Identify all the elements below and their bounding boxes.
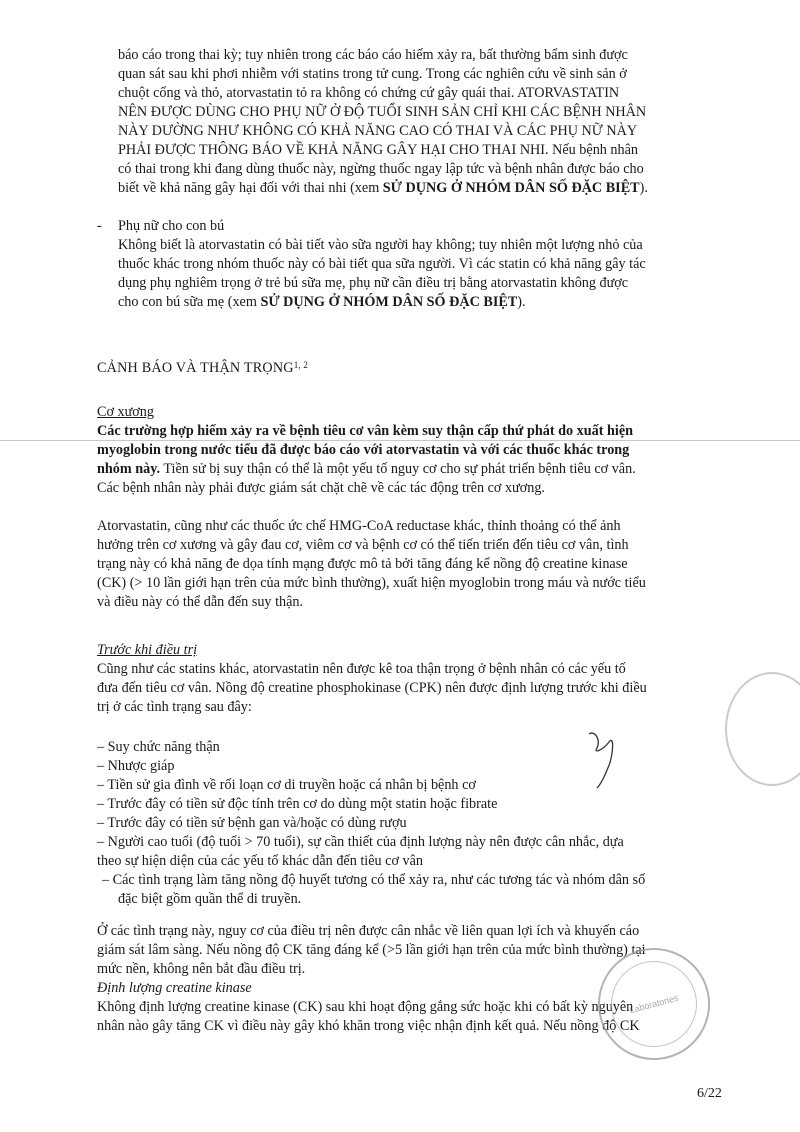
list-item: – Suy chức năng thận xyxy=(97,739,220,755)
before-treatment-section xyxy=(97,641,737,717)
list-item: – Trước đây có tiền sử bệnh gan và/hoặc có dùng rượu xyxy=(97,815,407,831)
section-title: Phụ nữ cho con bú xyxy=(118,218,225,234)
list-item-last xyxy=(102,871,742,909)
text-line: Các bệnh nhân này phải được giám sát chặt chẽ về các tác động trên cơ xương. xyxy=(97,480,545,496)
list-dash: - xyxy=(97,218,102,234)
text-span: cho con bú sữa mẹ (xem xyxy=(118,294,261,310)
breastfeeding-section xyxy=(118,217,730,312)
list-item: đặc biệt gồm quần thể di truyền. xyxy=(118,891,302,907)
list-item: – Trước đây có tiền sử độc tính trên cơ do dùng một statin hoặc fibrate xyxy=(97,796,498,812)
text-line: dụng phụ nghiêm trọng ở trẻ bú sữa mẹ, phụ nữ cần điều trị bằng atorvastatin không được xyxy=(118,275,629,291)
text-line xyxy=(97,422,737,441)
text-line: trị ở các tình trạng sau đây: xyxy=(97,699,252,715)
stamp-inner-ring xyxy=(601,951,706,1056)
text-span: ). xyxy=(517,294,526,310)
text-line: quan sát sau khi phơi nhiễm với statins trong tử cung. Trong các nghiên cứu về sinh sản ở xyxy=(118,66,627,82)
cross-reference: SỬ DỤNG Ở NHÓM DÂN SỐ ĐẶC BIỆT xyxy=(382,180,640,196)
page-number: 6/22 xyxy=(697,1086,722,1101)
heading-text: CẢNH BÁO VÀ THẬN TRỌNG xyxy=(97,360,294,376)
text-line: đưa đến tiêu cơ vân. Nồng độ creatine phosphokinase (CPK) nên được định lượng trước khi điều xyxy=(97,680,647,696)
handwritten-signature xyxy=(585,728,625,790)
warnings-heading xyxy=(97,359,308,378)
text-line xyxy=(97,460,737,479)
subheading-musculoskeletal: Cơ xương xyxy=(97,404,154,420)
section-title: Trước khi điều trị xyxy=(97,642,198,658)
reference-superscript: 1, 2 xyxy=(293,360,309,370)
text-line: Ở các tình trạng này, nguy cơ của điều trị nên được cân nhắc về liên quan lợi ích và khuyến cáo xyxy=(97,923,640,939)
text-line: (CK) (> 10 lần giới hạn trên của mức bình thường), xuất hiện myoglobin trong máu và nước tiểu xyxy=(97,575,646,591)
list-item: theo sự hiện diện của các yếu tố khác dẫn đến tiêu cơ vân xyxy=(97,853,424,869)
stamp-text: Laboratories xyxy=(628,992,680,1015)
list-item: – Tiền sử gia đình về rối loạn cơ di truyền hoặc cá nhân bị bệnh cơ xyxy=(97,777,476,793)
text-line: Cũng như các statins khác, atorvastatin nên được kê toa thận trọng ở bệnh nhân có các yếu tố xyxy=(97,661,626,677)
text-line: Không định lượng creatine kinase (CK) sau khi hoạt động gắng sức hoặc khi có bất kỳ nguyên xyxy=(97,999,634,1015)
risk-factor-list xyxy=(97,738,737,871)
pregnancy-paragraph xyxy=(118,46,730,198)
text-line: nhân nào gây tăng CK vì điều này gây khó khăn trong việc nhận định kết quả. Nếu nồng độ CK xyxy=(97,1018,640,1034)
text-line: Không biết là atorvastatin có bài tiết vào sữa người hay không; tuy nhiên một lượng nhỏ của xyxy=(118,237,643,253)
text-line: báo cáo trong thai kỳ; tuy nhiên trong các báo cáo hiếm xảy ra, bất thường bẩm sinh được xyxy=(118,47,628,63)
text-line: NÊN ĐƯỢC DÙNG CHO PHỤ NỮ Ở ĐỘ TUỔI SINH SẢN CHỈ KHI CÁC BỆNH NHÂN xyxy=(118,104,647,120)
text-line xyxy=(118,293,730,312)
list-item: – Người cao tuổi (độ tuổi > 70 tuổi), sự cần thiết của định lượng này nên được cân nhắc, dựa xyxy=(97,834,624,850)
bold-text: myoglobin trong nước tiểu đã được báo cáo với atorvastatin và với các thuốc khác trong xyxy=(97,442,630,458)
text-line: có thai trong khi đang dùng thuốc này, ngừng thuốc ngay lập tức và bệnh nhân được báo cho xyxy=(118,161,644,177)
list-item: – Nhược giáp xyxy=(97,758,175,774)
text-line: mức nền, không nên bắt đầu điều trị. xyxy=(97,961,306,977)
text-line xyxy=(97,441,737,460)
text-span: ). xyxy=(639,180,648,196)
text-span: Tiền sử bị suy thận có thể là một yếu tố nguy cơ cho sự phát triển bệnh tiêu cơ vân. xyxy=(160,461,636,477)
text-line: Atorvastatin, cũng như các thuốc ức chế HMG-CoA reductase khác, thỉnh thoảng có thể ảnh xyxy=(97,518,621,534)
text-line: trạng này có khả năng đe dọa tính mạng được mô tả bởi tăng đáng kể nồng độ creatine kinase xyxy=(97,556,628,572)
atorvastatin-paragraph xyxy=(97,517,737,612)
text-line: PHẢI ĐƯỢC THÔNG BÁO VỀ KHẢ NĂNG GÂY HẠI CHO THAI NHI. Nếu bệnh nhân xyxy=(118,142,639,158)
rhabdo-paragraph xyxy=(97,422,737,498)
text-line xyxy=(118,179,730,198)
cross-reference: SỬ DỤNG Ở NHÓM DÂN SỐ ĐẶC BIỆT xyxy=(260,294,518,310)
text-line: hưởng trên cơ xương và gây đau cơ, viêm cơ và bệnh cơ có thể tiến triển đến tiêu cơ vân, tình xyxy=(97,537,629,553)
text-span: biết về khả năng gây hại đối với thai nhi (xem xyxy=(118,180,383,196)
text-line: thuốc khác trong nhóm thuốc này có bài tiết qua sữa người. Vì các statin có khả năng gây tác xyxy=(118,256,646,272)
subsection-title: Định lượng creatine kinase xyxy=(97,980,252,996)
bold-text: Các trường hợp hiếm xảy ra về bệnh tiêu cơ vân kèm suy thận cấp thứ phát do xuất hiện xyxy=(97,423,634,439)
text-line: NÀY DƯỜNG NHƯ KHÔNG CÓ KHẢ NĂNG CAO CÓ THAI VÀ CÁC PHỤ NỮ NÀY xyxy=(118,123,638,139)
bold-text: nhóm này. xyxy=(97,461,161,477)
list-item: – Các tình trạng làm tăng nồng độ huyết tương có thể xảy ra, như các tương tác và nhóm dân số xyxy=(102,872,646,888)
text-line: và điều này có thể dẫn đến suy thận. xyxy=(97,594,304,610)
text-line: chuột cống và thỏ, atorvastatin tỏ ra không có chứng cứ gây quái thai. ATORVASTATIN xyxy=(118,85,620,101)
text-line: giám sát lâm sàng. Nếu nồng độ CK tăng đáng kể (>5 lần giới hạn trên của mức bình thường) tại xyxy=(97,942,646,958)
